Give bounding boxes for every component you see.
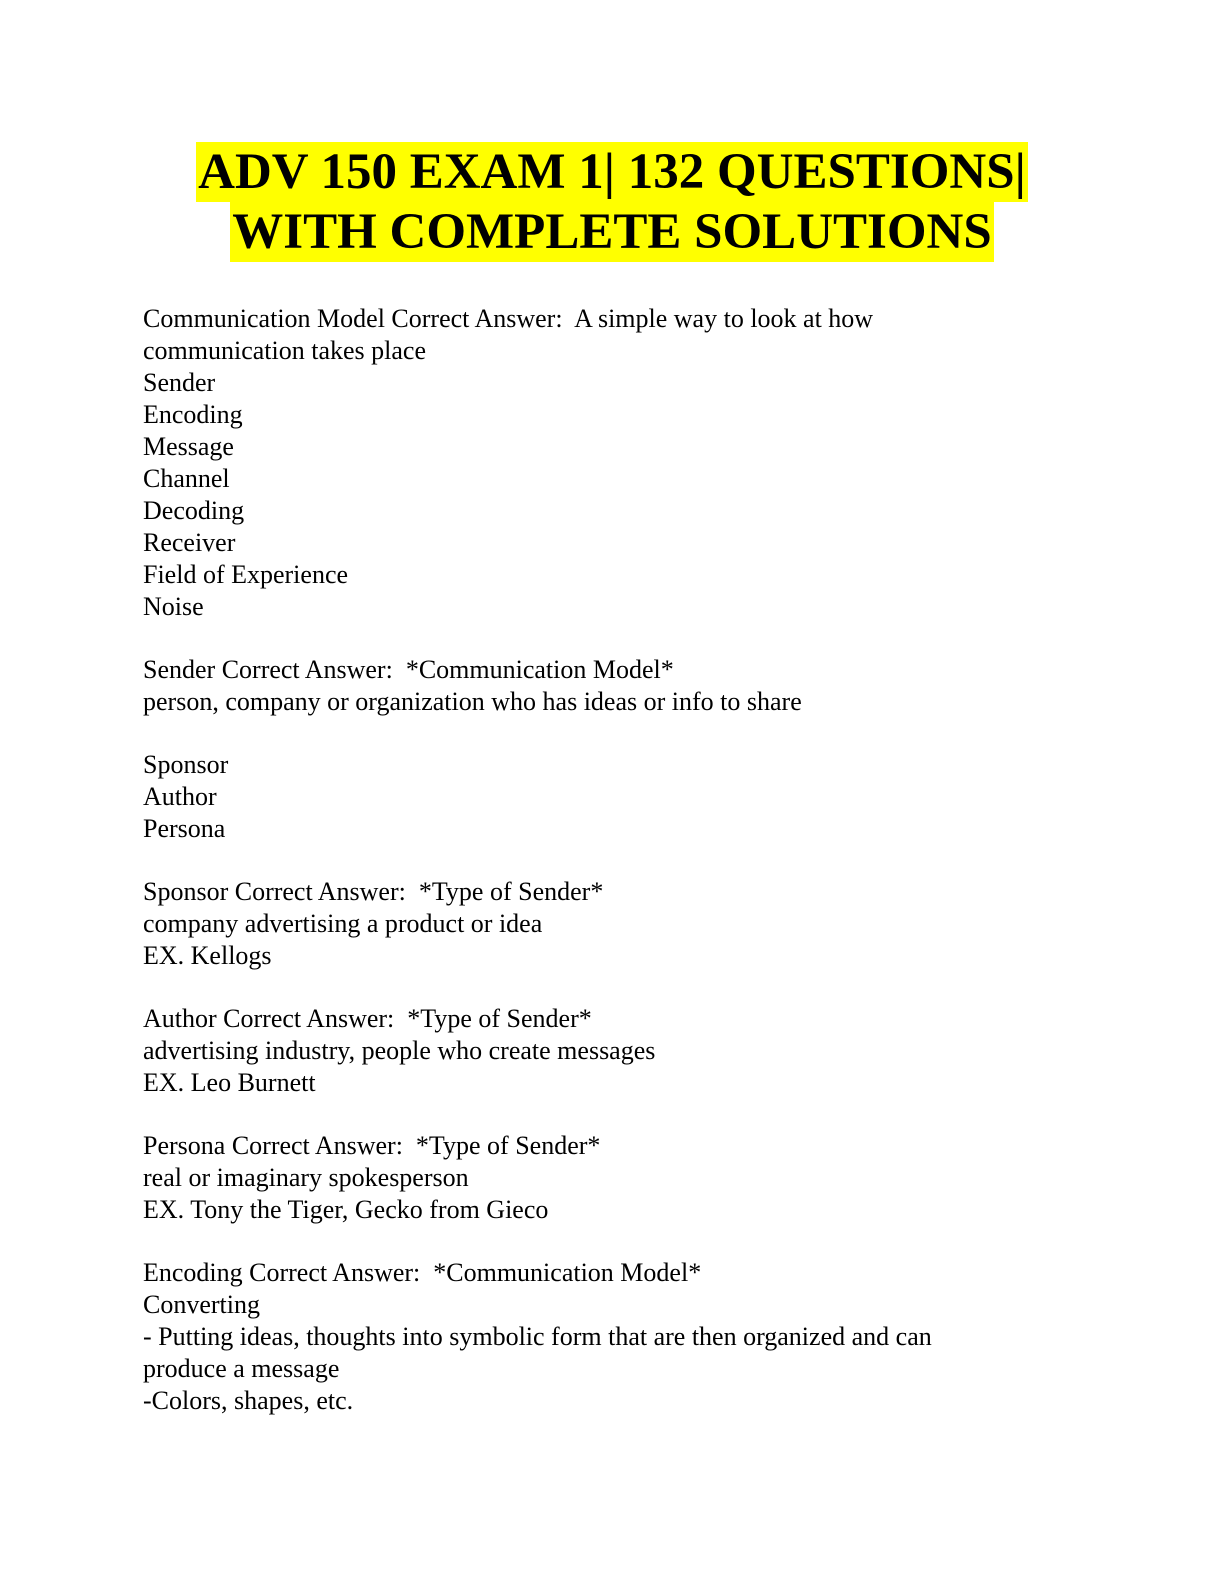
text-line: EX. Leo Burnett	[143, 1068, 316, 1097]
title-line-2: WITH COMPLETE SOLUTIONS	[232, 204, 992, 260]
text-line: real or imaginary spokesperson	[143, 1163, 469, 1192]
text-line: EX. Tony the Tiger, Gecko from Gieco	[143, 1195, 549, 1224]
text-line: Channel	[143, 464, 230, 493]
text-line: Field of Experience	[143, 560, 349, 589]
text-line: Noise	[143, 592, 204, 621]
document-body	[143, 303, 1093, 1417]
qa-block-sponsor	[143, 876, 1093, 972]
text-line: - Putting ideas, thoughts into symbolic form that are then organized and can	[143, 1322, 932, 1351]
text-line: Encoding Correct Answer: *Communication Model*	[143, 1258, 702, 1287]
text-line: Converting	[143, 1290, 260, 1319]
qa-block-encoding	[143, 1257, 1093, 1417]
text-line: produce a message	[143, 1354, 340, 1383]
qa-block-communication-model	[143, 303, 1093, 623]
text-line: Author Correct Answer: *Type of Sender*	[143, 1004, 592, 1033]
text-line: advertising industry, people who create messages	[143, 1036, 656, 1065]
paragraph-gap	[143, 623, 1093, 654]
text-line: Persona Correct Answer: *Type of Sender*	[143, 1131, 601, 1160]
paragraph-gap	[143, 845, 1093, 876]
text-line: Persona	[143, 814, 226, 843]
text-line: communication takes place	[143, 336, 427, 365]
text-line: Sender	[143, 368, 216, 397]
paragraph-gap	[143, 1226, 1093, 1257]
text-line: Sponsor Correct Answer: *Type of Sender*	[143, 877, 604, 906]
text-line: person, company or organization who has ideas or info to share	[143, 687, 802, 716]
text-line: Sponsor	[143, 750, 229, 779]
qa-block-persona	[143, 1130, 1093, 1226]
text-line: -Colors, shapes, etc.	[143, 1386, 354, 1415]
text-line: Encoding	[143, 400, 243, 429]
text-line: Decoding	[143, 496, 245, 525]
text-line: Receiver	[143, 528, 236, 557]
sender-types-list	[143, 749, 1093, 845]
text-line: Sender Correct Answer: *Communication Model*	[143, 655, 674, 684]
qa-block-author	[143, 1003, 1093, 1099]
paragraph-gap	[143, 718, 1093, 749]
text-line: EX. Kellogs	[143, 941, 272, 970]
text-line: company advertising a product or idea	[143, 909, 543, 938]
document-title	[0, 142, 1224, 262]
paragraph-gap	[143, 972, 1093, 1003]
title-line-1: ADV 150 EXAM 1| 132 QUESTIONS|	[198, 144, 1026, 200]
text-line: Author	[143, 782, 217, 811]
text-line: Communication Model Correct Answer: A simple way to look at how	[143, 304, 874, 333]
paragraph-gap	[143, 1099, 1093, 1130]
text-line: Message	[143, 432, 234, 461]
qa-block-sender	[143, 654, 1093, 718]
